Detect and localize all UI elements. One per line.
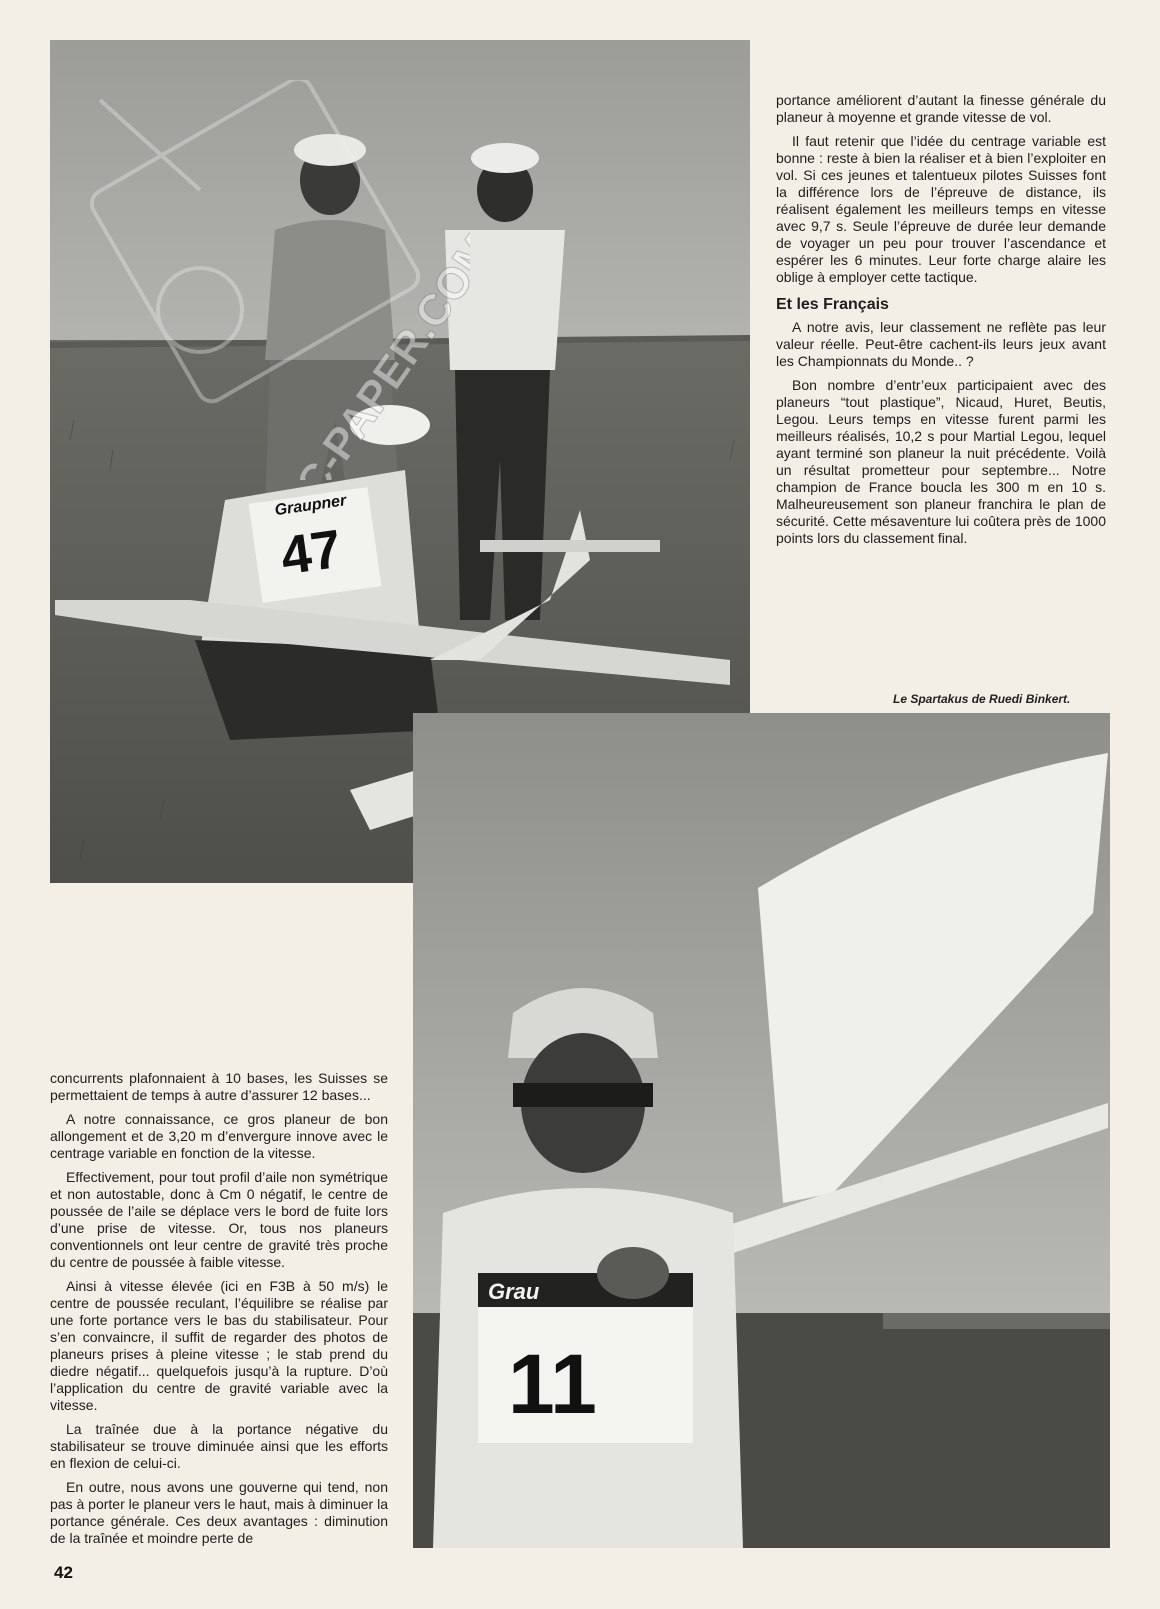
paragraph: A notre connaissance, ce gros planeur de bon allongement et de 3,20 m d’envergure innove avec le centrage variable en fonction de la vitesse. (50, 1111, 388, 1161)
paragraph: concurrents plafonnaient à 10 bases, les Suisses se permettaient de temps à autre d’assurer 12 bases... (50, 1070, 388, 1103)
paragraph: A notre avis, leur classement ne reflète pas leur valeur réelle. Peut-être cachent-ils leurs jeux avant les Championnats du Monde.. ? (776, 319, 1106, 369)
section-heading: Et les Français (776, 296, 889, 313)
paragraph: Bon nombre d’entr’eux participaient avec des planeurs “tout plastique”, Nicaud, Huret, Beutis, Legou. Leurs temps en vitesse furent parmi les meilleurs réalisés, 10,2 s pour Martial Legou, lequel ayant terminé son planeur la nuit précédente. Voilà un résultat prometteur pour septembre... Notre champion de France boucla les 300 m en 10 s. Malheureusement son planeur franchira le plan de sécurité. Cette mésaventure lui coûtera près de 1000 points lors du classement final. (776, 377, 1106, 546)
paragraph: Il faut retenir que l’idée du centrage variable est bonne : reste à bien la réaliser et à bien l’exploiter en vol. Si ces jeunes et talentueux pilotes Suisses font la différence lors de l’épreuve de distance, ils réalisent également les meilleurs temps en vitesse avec 9,7 s. Seule l’épreuve de durée leur demande de voyager un peu pour trouver l’ascendance et espérer les 6 minutes. Leur forte charge alaire les oblige à employer cette tactique. (776, 133, 1106, 285)
bib-number-11: 11 (508, 1337, 597, 1431)
article-column-left-bottom (50, 1070, 388, 1554)
article-column-right-top (776, 92, 1106, 554)
paragraph: La traînée due à la portance négative du stabilisateur se trouve diminuée ainsi que les efforts en flexion de celui-ci. (50, 1421, 388, 1471)
paragraph: Ainsi à vitesse élevée (ici en F3B à 50 m/s) le centre de poussée reculant, l’équilibre se réalise par une forte portance vers le bas du stabilisateur. Pour s’en convaincre, il suffit de regarder des photos de planeurs prises à pleine vitesse ; le stab prend du diedre négatif... quelquefois jusqu’à la rupture. D’où l’application du centre de gravité variable avec la vitesse. (50, 1278, 388, 1413)
bib-brand-graupner: Graupner (273, 492, 348, 520)
photo-pilot-holding-glider (413, 713, 1110, 1548)
paragraph: En outre, nous avons une gouverne qui tend, non pas à porter le planeur vers le haut, mais à diminuer la portance générale. Ces deux avantages : diminution de la traînée et moindre perte de (50, 1479, 388, 1546)
photo-pilot-scene (413, 713, 1110, 1548)
bib-number-47: 47 (277, 518, 345, 587)
page-number: 42 (54, 1563, 73, 1582)
bib-brand-grau: Grau (488, 1279, 540, 1304)
paragraph: Effectivement, pour tout profil d’aile non symétrique et non autostable, donc à Cm 0 négatif, le centre de poussée de l’aile se déplace vers le bord de fuite lors d’une prise de vitesse. Or, tous nos planeurs conventionnels ont leur centre de gravité très proche du centre de poussée à faible vitesse. (50, 1169, 388, 1270)
photo-caption: Le Spartakus de Ruedi Binkert. (893, 692, 1071, 706)
paragraph: portance améliorent d’autant la finesse générale du planeur à moyenne et grande vitesse de vol. (776, 92, 1106, 125)
